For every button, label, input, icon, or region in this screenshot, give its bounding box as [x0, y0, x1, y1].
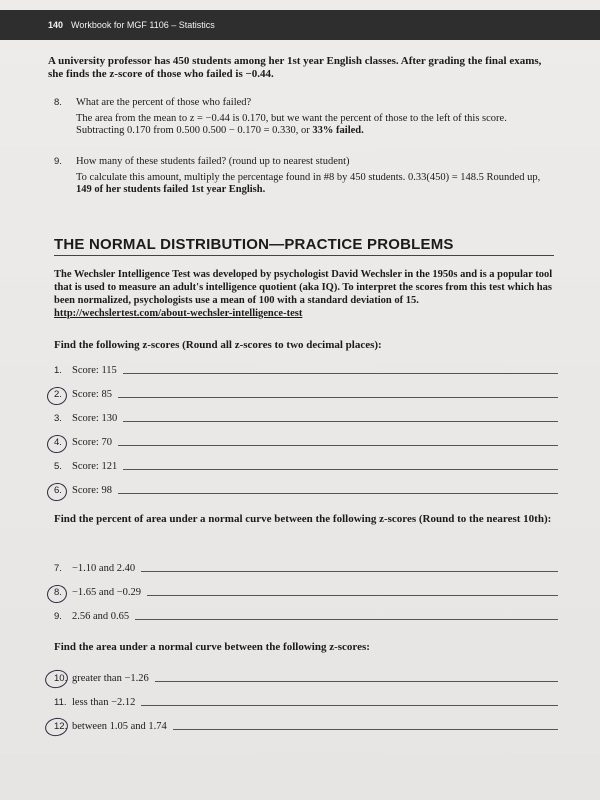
answer-line[interactable]	[123, 373, 558, 374]
problem-7	[54, 560, 558, 574]
problem-3	[54, 410, 558, 424]
problem-number: 10.	[54, 673, 68, 684]
area-instructions: Find the area under a normal curve between the following z-scores:	[54, 641, 370, 653]
problem-6	[54, 482, 558, 496]
problem-text: −1.10 and 2.40	[72, 563, 136, 574]
answer-line[interactable]	[173, 729, 558, 730]
section-divider	[54, 255, 554, 256]
answer-line[interactable]	[118, 397, 558, 398]
section-title: THE NORMAL DISTRIBUTION—PRACTICE PROBLEMS	[54, 236, 454, 253]
problem-number: 7.	[54, 563, 62, 574]
problem-number: 11.	[54, 697, 67, 708]
problem-text: Score: 130	[72, 413, 118, 424]
question-number: 8.	[54, 97, 62, 108]
problem-10	[54, 670, 558, 684]
problem-4	[54, 434, 558, 448]
problem-text: Score: 70	[72, 437, 112, 448]
percent-instructions: Find the percent of area under a normal curve between the following z-scores (Round to the nearest 10th):	[54, 513, 552, 525]
problem-text: Score: 98	[72, 485, 112, 496]
problem-number: 6.	[54, 485, 62, 496]
problem-number: 1.	[54, 365, 62, 376]
problem-number: 8.	[54, 587, 62, 598]
answer-line[interactable]	[147, 595, 558, 596]
answer-line[interactable]	[123, 469, 558, 470]
header-title: Workbook for MGF 1106 – Statistics	[71, 20, 215, 30]
problem-number: 2.	[54, 389, 62, 400]
answer-line[interactable]	[141, 571, 558, 572]
wechsler-link[interactable]: http://wechslertest.com/about-wechsler-intelligence-test	[54, 308, 303, 319]
problem-text: greater than −1.26	[72, 673, 149, 684]
problem-text: Score: 85	[72, 389, 112, 400]
question-text: What are the percent of those who failed?	[76, 97, 252, 108]
problem-number: 12.	[54, 721, 68, 732]
intro-paragraph: A university professor has 450 students among her 1st year English classes. After grading the final exams, she finds the z-score of those who failed is −0.44.	[48, 55, 542, 80]
problem-text: less than −2.12	[72, 697, 136, 708]
answer-line[interactable]	[155, 681, 558, 682]
answer-line[interactable]	[135, 619, 558, 620]
problem-2	[54, 386, 558, 400]
problem-text: 2.56 and 0.65	[72, 611, 130, 622]
problem-number: 5.	[54, 461, 62, 472]
question-text: How many of these students failed? (round up to nearest student)	[76, 156, 350, 167]
problem-1	[54, 362, 558, 376]
answer-line[interactable]	[118, 493, 558, 494]
problem-text: between 1.05 and 1.74	[72, 721, 167, 732]
problem-9	[54, 608, 558, 622]
question-number: 9.	[54, 156, 62, 167]
answer-line[interactable]	[118, 445, 558, 446]
answer-result: 149 of her students failed 1st year English.	[76, 184, 266, 195]
answer-result: 33% failed.	[312, 125, 364, 136]
z-score-instructions: Find the following z-scores (Round all z-scores to two decimal places):	[54, 339, 382, 351]
page-header	[0, 10, 600, 40]
problem-12	[54, 718, 558, 732]
paragraph-text: The Wechsler Intelligence Test was developed by psychologist David Wechsler in the 1950s and is a popular tool that is used to measure an adult's intelligence quotient (aka IQ). To interpret the scores from this test which has been normalized, psychologists use a mean of 100 with a standard deviation of 15.	[54, 269, 553, 306]
problem-text: −1.65 and −0.29	[72, 587, 142, 598]
problem-11	[54, 694, 558, 708]
question-9	[54, 156, 554, 196]
answer-body: To calculate this amount, multiply the percentage found in #8 by 450 students. 0.33(450) = 148.5 Rounded up,	[76, 172, 541, 183]
problem-number: 9.	[54, 611, 62, 622]
answer-line[interactable]	[123, 421, 558, 422]
answer-text	[76, 172, 554, 196]
wechsler-paragraph	[54, 268, 554, 320]
problem-8	[54, 584, 558, 598]
problem-number: 4.	[54, 437, 62, 448]
question-8	[54, 97, 554, 137]
problem-5	[54, 458, 558, 472]
answer-body: The area from the mean to z = −0.44 is 0.170, but we want the percent of those to the left of this score. Subtracting 0.170 from 0.500 0.500 − 0.170 = 0.330, or	[76, 113, 507, 136]
answer-line[interactable]	[141, 705, 558, 706]
problem-text: Score: 121	[72, 461, 118, 472]
page-number: 140	[48, 20, 64, 30]
problem-text: Score: 115	[72, 365, 117, 376]
answer-text	[76, 113, 554, 137]
problem-number: 3.	[54, 413, 62, 424]
